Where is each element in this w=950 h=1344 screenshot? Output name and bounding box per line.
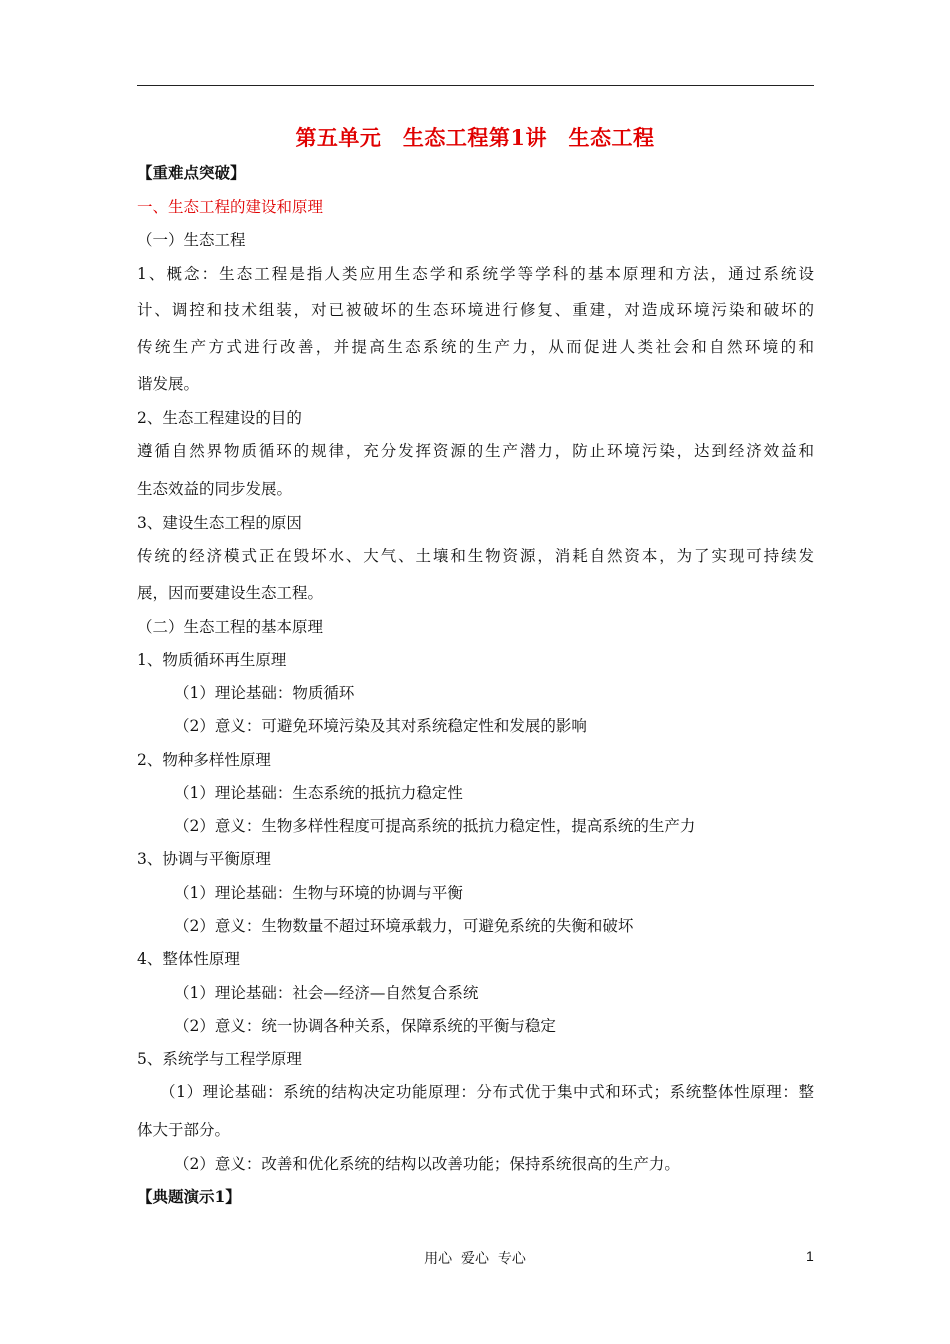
item-heading: 5、系统学与工程学原理 [137, 1050, 302, 1068]
item-heading: 3、协调与平衡原理 [137, 850, 271, 868]
item-heading: 4、整体性原理 [137, 950, 240, 968]
paragraph-line: 展，因而要建设生态工程。 [137, 584, 324, 602]
item-heading: 3、建设生态工程的原因 [137, 514, 302, 532]
header-rule [137, 85, 814, 86]
sub-item: （2）意义：改善和优化系统的结构以改善功能；保持系统很高的生产力。 [174, 1155, 680, 1173]
paragraph-line: 谐发展。 [137, 375, 200, 393]
page-number: 1 [806, 1248, 814, 1264]
page-title: 第五单元 生态工程第1讲 生态工程 [295, 125, 655, 150]
paragraph-line: 1、概念：生态工程是指人类应用生态学和系统学等学科的基本原理和方法，通过系统设 [137, 265, 814, 283]
sub-item: （1）理论基础：生态系统的抵抗力稳定性 [174, 784, 463, 802]
paragraph-line: 体大于部分。 [137, 1121, 231, 1139]
item-heading: 2、生态工程建设的目的 [137, 409, 302, 427]
sub-item: （2）意义：统一协调各种关系，保障系统的平衡与稳定 [174, 1017, 556, 1035]
paragraph-line: 传统的经济模式正在毁坏水、大气、土壤和生物资源，消耗自然资本，为了实现可持续发 [137, 547, 814, 565]
section-heading: 【重难点突破】 [137, 163, 246, 182]
page-footer: 用心 爱心 专心 [424, 1251, 526, 1267]
paragraph-line: 计、调控和技术组装，对已被破坏的生态环境进行修复、重建，对造成环境污染和破坏的 [137, 301, 814, 319]
item-heading: 2、物种多样性原理 [137, 751, 271, 769]
example-heading: 【典题演示1】 [137, 1187, 241, 1206]
sub-item: （2）意义：可避免环境污染及其对系统稳定性和发展的影响 [174, 717, 587, 735]
sub-item: （2）意义：生物数量不超过环境承载力，可避免系统的失衡和破坏 [174, 917, 634, 935]
sub-item: （1）理论基础：物质循环 [174, 684, 355, 702]
item-heading: 1、物质循环再生原理 [137, 651, 287, 669]
paragraph-line: 传统生产方式进行改善，并提高生态系统的生产力，从而促进人类社会和自然环境的和 [137, 338, 814, 356]
sub-item: （1）理论基础：系统的结构决定功能原理：分布式优于集中式和环式；系统整体性原理：整 [160, 1083, 814, 1101]
paragraph-line: 生态效益的同步发展。 [137, 480, 293, 498]
paragraph-line: 遵循自然界物质循环的规律，充分发挥资源的生产潜力，防止环境污染，达到经济效益和 [137, 442, 814, 460]
sub-item: （1）理论基础：社会—经济—自然复合系统 [174, 984, 479, 1002]
sub-item: （1）理论基础：生物与环境的协调与平衡 [174, 884, 463, 902]
section-heading-1: 一、生态工程的建设和原理 [137, 198, 324, 216]
subsection-heading: （二）生态工程的基本原理 [137, 618, 324, 636]
subsection-heading: （一）生态工程 [137, 231, 246, 249]
sub-item: （2）意义：生物多样性程度可提高系统的抵抗力稳定性，提高系统的生产力 [174, 817, 696, 835]
